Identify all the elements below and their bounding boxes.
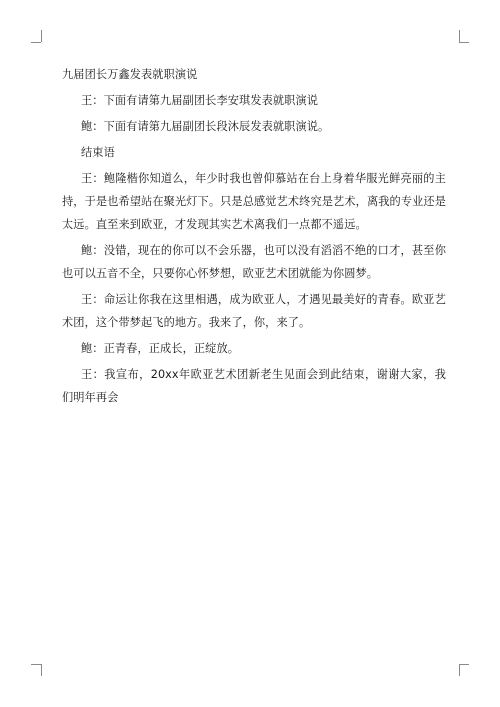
paragraph: 鲍：没错，现在的你可以不会乐器，也可以没有滔滔不绝的口才，甚至你也可以五音不全，只要你心怀梦想，欧亚艺术团就能为你圆梦。 xyxy=(62,244,446,280)
section-title: 结束语 xyxy=(81,146,115,159)
paragraph-heading: 九届团长万鑫发表就职演说 xyxy=(62,68,198,81)
paragraph: 鲍：正青春，正成长，正绽放。 xyxy=(81,342,240,355)
crop-mark-bottom-left-v xyxy=(41,664,42,676)
crop-mark-top-right-v xyxy=(459,30,460,42)
paragraph: 鲍：下面有请第九届副团长段沐辰发表就职演说。 xyxy=(81,120,330,133)
paragraph: 王：命运让你我在这里相遇，成为欧亚人，才遇见最美好的青春。欧亚艺术团，这个带梦起飞的地方。我来了，你，来了。 xyxy=(62,293,446,329)
crop-mark-bottom-right-h xyxy=(459,664,469,665)
crop-mark-top-left-v xyxy=(41,30,42,42)
crop-mark-bottom-left-h xyxy=(31,664,41,665)
paragraph: 王：我宣布，20xx年欧亚艺术团新老生见面会到此结束，谢谢大家，我们明年再会 xyxy=(62,368,446,404)
crop-mark-top-right-h xyxy=(459,42,469,43)
paragraph: 王：下面有请第九届副团长李安琪发表就职演说 xyxy=(81,94,319,107)
document-body xyxy=(62,63,446,412)
paragraph: 王：鲍隆楷你知道么，年少时我也曾仰慕站在台上身着华服光鲜亮丽的主持，于是也希望站在聚光灯下。只是总感觉艺术终究是艺术，离我的专业还是太远。直至来到欧亚，才发现其实艺术离我们一点都不遥远。 xyxy=(62,172,446,231)
crop-mark-bottom-right-v xyxy=(459,664,460,676)
crop-mark-top-left-h xyxy=(31,42,41,43)
